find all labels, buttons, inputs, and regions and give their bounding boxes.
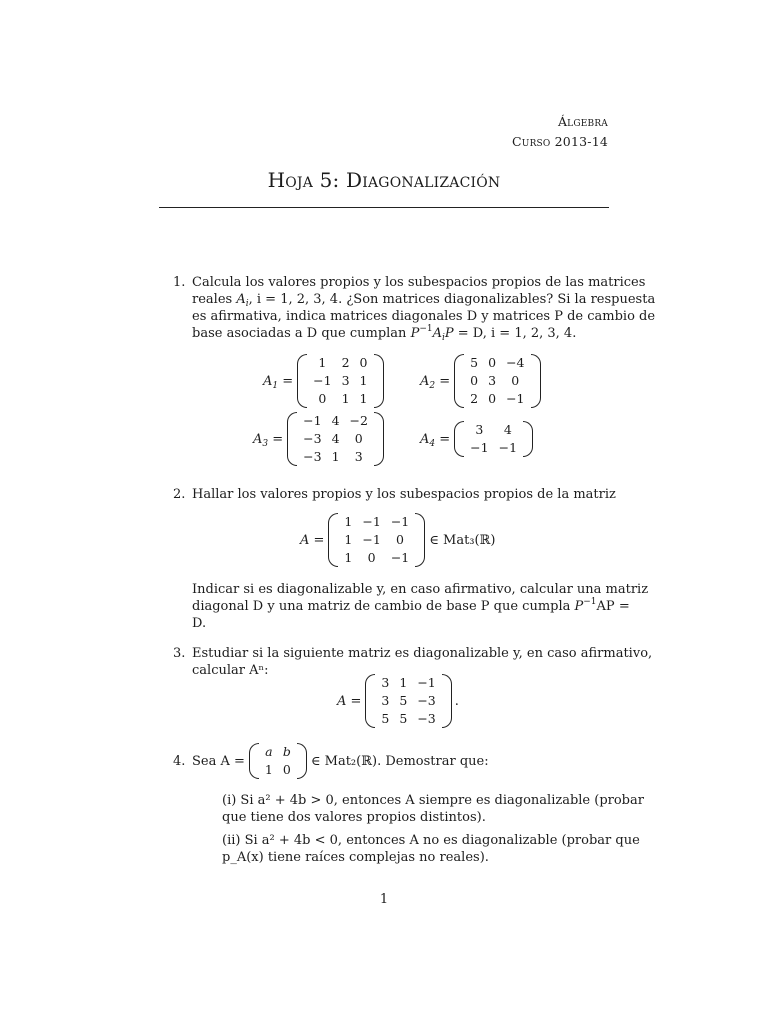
exercise-4-part-i: (i) Si a² + 4b > 0, entonces A siempre es diagonalizable (probar que tiene dos valores propios distintos). [222, 793, 644, 825]
exercise-2-followup: Indicar si es diagonalizable y, en caso afirmativo, calcular una matriz diagonal D y una matriz de cambio de base P que cumpla $P^{-1}AP$ = D. [192, 582, 649, 631]
matrix-A-ex3: A = 3 1 −1 3 5 −3 5 5 −3 . [337, 675, 459, 726]
matrix-A4: $A_4$ = 3 4 −1 −1 [420, 421, 533, 457]
matrix-A1: $A_1$ = 1 2 0 −1 3 1 0 1 1 [263, 354, 384, 408]
exercise-1-text [192, 274, 656, 343]
page-number: 1 [379, 892, 389, 907]
ex1-line3: es afirmativa, indica matrices diagonales D y matrices P de cambio de [192, 309, 656, 324]
exercise-4-number: 4. [173, 754, 186, 769]
exercise-2-number: 2. [173, 487, 186, 502]
mat3-set: ∈ Mat₃(ℝ) [429, 532, 496, 548]
matrix-A2: $A_2$ = 5 0 −4 0 3 0 2 0 −1 [420, 354, 541, 408]
exercise-4-part-ii: (ii) Si a² + 4b < 0, entonces A no es diagonalizable (probar que p_A(x) tiene raíces complejas no reales). [222, 833, 640, 865]
page-title: Hoja 5: Diagonalización [267, 168, 501, 192]
exercise-3-number: 3. [173, 646, 186, 661]
matrix-A-ex2: A = 1 −1 −1 1 −1 0 1 0 −1 ∈ Mat₃(ℝ) [300, 514, 496, 565]
ex1-line4: base asociadas a D que cumplan $P^{-1}A_iP = D$, i = 1, 2, 3, 4. [192, 324, 577, 343]
ex1-line2: reales $A_i$, i = 1, 2, 3, 4. ¿Son matrices diagonalizables? Si la respuesta [192, 292, 656, 309]
exercise-3-text: Estudiar si la siguiente matriz es diagonalizable y, en caso afirmativo, calcular Aⁿ: [192, 646, 653, 678]
matrix-A3: $A_3$ = −1 4 −2 −3 4 0 −3 1 3 [253, 412, 384, 466]
subject-header: Álgebra [557, 114, 608, 129]
exercise-1-number: 1. [173, 275, 186, 290]
ex1-line1: Calcula los valores propios y los subespacios propios de las matrices [192, 275, 646, 290]
title-rule [159, 207, 609, 208]
course-header: Curso 2013-14 [512, 134, 608, 149]
exercise-4-statement: Sea A = a b 1 0 ∈ Mat₂(ℝ). Demostrar que: [192, 744, 489, 777]
exercise-2-text: Hallar los valores propios y los subespacios propios de la matriz [192, 487, 616, 502]
